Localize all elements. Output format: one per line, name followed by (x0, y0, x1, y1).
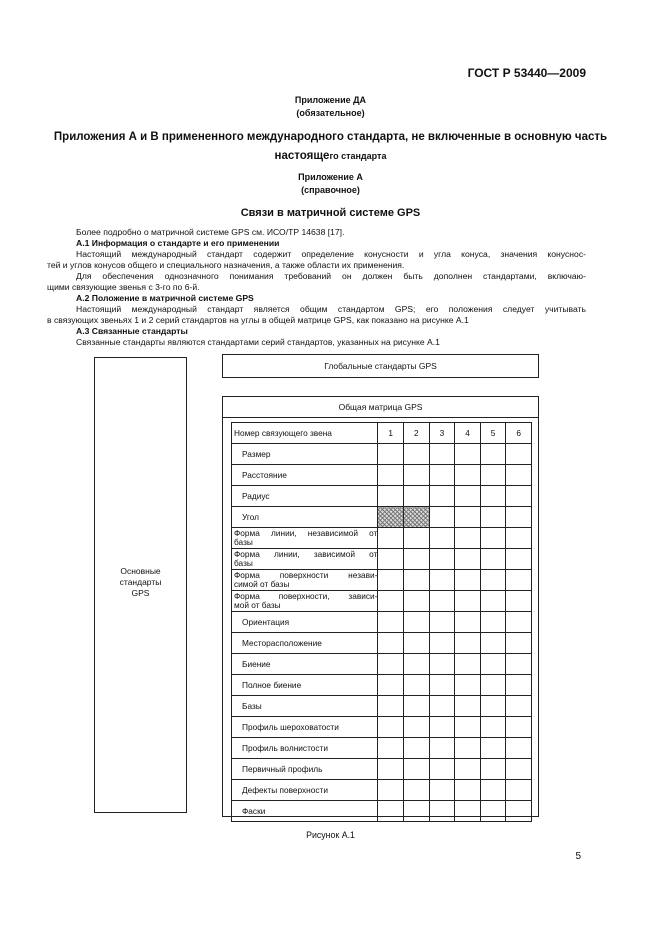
matrix-cell (378, 549, 404, 570)
matrix-cell (378, 738, 404, 759)
matrix-row (232, 444, 532, 465)
matrix-cell (480, 696, 506, 717)
matrix-cell (455, 465, 481, 486)
a1-paragraph1-line1: Настоящий международный стандарт содержит определение конусности и угла конуса, значения конуснос- (76, 249, 586, 259)
matrix-row (232, 465, 532, 486)
a1-heading: А.1 Информация о стандарте и его применении (76, 238, 280, 248)
matrix-cell (455, 528, 481, 549)
matrix-row (232, 612, 532, 633)
matrix-cell (378, 612, 404, 633)
matrix-cell (455, 675, 481, 696)
matrix-cell (378, 444, 404, 465)
matrix-cell (455, 801, 481, 822)
matrix-cell (404, 675, 430, 696)
intro-paragraph: Более подробно о матричной системе GPS см. ИСО/ТР 14638 [17]. (76, 227, 345, 237)
header-row-label: Номер связующего звена (232, 423, 378, 444)
matrix-cell (480, 717, 506, 738)
matrix-row-label (232, 675, 378, 696)
matrix-cell (506, 696, 532, 717)
general-matrix-title-text: Общая матрица GPS (338, 402, 423, 412)
matrix-cell (378, 654, 404, 675)
matrix-cell (455, 507, 481, 528)
general-matrix-title (223, 397, 538, 418)
matrix-cell (506, 675, 532, 696)
matrix-row-label-line1: Дефекты поверхности (242, 785, 328, 795)
matrix-cell (378, 675, 404, 696)
matrix-row-label (232, 507, 378, 528)
matrix-cell (455, 780, 481, 801)
matrix-row-label-line1: Форма поверхности, зависи- (234, 591, 378, 601)
matrix-cell (480, 801, 506, 822)
matrix-row (232, 759, 532, 780)
matrix-cell (455, 738, 481, 759)
general-matrix-body (223, 418, 538, 816)
matrix-cell (455, 444, 481, 465)
main-heading-line1: Приложения А и В примененного международного стандарта, не включенные в основную часть (53, 131, 608, 143)
matrix-row-label (232, 528, 378, 549)
appendix-a-title: Приложение А (298, 172, 363, 182)
matrix-row-label-line1: Радиус (242, 491, 270, 501)
matrix-cell (506, 612, 532, 633)
matrix-cell (378, 801, 404, 822)
matrix-cell (455, 696, 481, 717)
main-heading-line2-main: настояще (274, 150, 330, 162)
column-header-6: 6 (506, 423, 532, 444)
matrix-cell (480, 507, 506, 528)
matrix-cell (404, 591, 430, 612)
matrix-cell (429, 549, 455, 570)
matrix-row-label (232, 444, 378, 465)
matrix-row-label (232, 549, 378, 570)
matrix-row (232, 549, 532, 570)
a3-paragraph1: Связанные стандарты являются стандартами серий стандартов, указанных на рисунке А.1 (76, 337, 440, 347)
matrix-cell (404, 759, 430, 780)
matrix-cell (480, 465, 506, 486)
matrix-cell (378, 570, 404, 591)
matrix-cell (506, 444, 532, 465)
matrix-row (232, 675, 532, 696)
matrix-row (232, 654, 532, 675)
matrix-row-label (232, 654, 378, 675)
matrix-row (232, 696, 532, 717)
matrix-cell (429, 675, 455, 696)
document-id: ГОСТ Р 53440—2009 (467, 66, 586, 80)
matrix-row-label-line1: Форма поверхности незави- (234, 570, 378, 580)
matrix-cell (480, 591, 506, 612)
matrix-cell (378, 759, 404, 780)
main-heading-line2 (0, 146, 661, 164)
matrix-cell (378, 528, 404, 549)
matrix-row-label-line1: Месторасположение (242, 638, 322, 648)
matrix-cell (378, 633, 404, 654)
matrix-row-label (232, 801, 378, 822)
a1-paragraph2-line2: щими связующие звенья с 3-го по 6-й. (47, 282, 200, 292)
matrix-cell (480, 633, 506, 654)
matrix-row-label-line1: Форма линии, зависимой от (234, 549, 378, 559)
matrix-row-label (232, 738, 378, 759)
matrix-cell (404, 444, 430, 465)
matrix-row-label (232, 759, 378, 780)
matrix-cell (506, 759, 532, 780)
matrix-cell (429, 633, 455, 654)
matrix-cell-hatched (378, 507, 404, 528)
column-header-5: 5 (480, 423, 506, 444)
matrix-cell (404, 738, 430, 759)
matrix-cell (506, 738, 532, 759)
matrix-cell (480, 570, 506, 591)
matrix-cell (429, 591, 455, 612)
matrix-cell (506, 486, 532, 507)
matrix-cell (429, 717, 455, 738)
matrix-cell (480, 486, 506, 507)
matrix-cell (506, 780, 532, 801)
a2-paragraph1-line1: Настоящий международный стандарт является общим стандартом GPS; его положения следует учитывать (76, 304, 586, 314)
basic-standards-line3: GPS (131, 588, 150, 598)
page-number: 5 (575, 851, 581, 862)
matrix-cell (480, 759, 506, 780)
matrix-row-label (232, 633, 378, 654)
matrix-cell (429, 570, 455, 591)
column-header-4: 4 (455, 423, 481, 444)
appendix-da-status: (обязательное) (296, 108, 365, 118)
basic-standards-line2: стандарты (119, 577, 162, 587)
matrix-row-label-line1: Фаски (242, 806, 266, 816)
matrix-cell (429, 759, 455, 780)
a2-heading: А.2 Положение в матричной системе GPS (76, 293, 254, 303)
matrix-cell (404, 486, 430, 507)
matrix-row-label-line1: Базы (242, 701, 262, 711)
matrix-cell (404, 633, 430, 654)
matrix-row-label-line1: Биение (242, 659, 271, 669)
matrix-cell (455, 549, 481, 570)
global-standards-label: Глобальные стандарты GPS (324, 361, 437, 371)
matrix-cell (404, 696, 430, 717)
figure-caption: Рисунок А.1 (306, 830, 355, 840)
matrix-row-label (232, 591, 378, 612)
matrix-cell (378, 696, 404, 717)
matrix-cell (480, 780, 506, 801)
matrix-row-label (232, 465, 378, 486)
matrix-row (232, 507, 532, 528)
matrix-cell (404, 717, 430, 738)
matrix-cell (480, 675, 506, 696)
matrix-cell (480, 612, 506, 633)
matrix-cell (506, 633, 532, 654)
matrix-row-label-line1: Расстояние (242, 470, 287, 480)
matrix-cell (480, 528, 506, 549)
matrix-cell (506, 465, 532, 486)
matrix-row-label (232, 570, 378, 591)
a1-paragraph2-line1: Для обеспечения однозначного понимания требований он должен быть дополнен стандартами, включаю- (76, 271, 586, 281)
matrix-cell (480, 654, 506, 675)
matrix-row-label (232, 780, 378, 801)
matrix-row (232, 591, 532, 612)
matrix-cell (429, 738, 455, 759)
matrix-cell (455, 633, 481, 654)
matrix-cell (378, 465, 404, 486)
matrix-cell (429, 507, 455, 528)
matrix-row (232, 486, 532, 507)
matrix-cell (429, 444, 455, 465)
column-header-3: 3 (429, 423, 455, 444)
matrix-cell (455, 654, 481, 675)
matrix-cell (404, 612, 430, 633)
matrix-cell (506, 591, 532, 612)
matrix-cell (429, 486, 455, 507)
appendix-da-title: Приложение ДА (294, 95, 367, 105)
a2-paragraph1-line2: в связующих звеньях 1 и 2 серий стандартов на углы в общей матрице GPS, как показано на рисунке А.1 (47, 315, 469, 325)
matrix-cell (455, 612, 481, 633)
matrix-row (232, 633, 532, 654)
section-title: Связи в матричной системе GPS (240, 207, 421, 219)
matrix-row-label-line2: базы (234, 537, 253, 547)
matrix-cell (378, 486, 404, 507)
matrix-row (232, 717, 532, 738)
column-header-1: 1 (378, 423, 404, 444)
matrix-row-label-line2: симой от базы (234, 579, 290, 589)
matrix-cell (378, 717, 404, 738)
matrix-row-label-line2: базы (234, 558, 253, 568)
matrix-row-label-line2: мой от базы (234, 600, 281, 610)
appendix-a-status: (справочное) (301, 185, 360, 195)
matrix-cell (404, 549, 430, 570)
a1-paragraph1-line2: тей и углов конусов общего и специального назначения, а также области их применения. (47, 260, 405, 270)
main-heading-line2-small: го стандарта (329, 151, 387, 161)
matrix-cell (455, 570, 481, 591)
matrix-row-label-line1: Ориентация (242, 617, 290, 627)
matrix-cell (404, 528, 430, 549)
general-matrix (222, 396, 539, 817)
matrix-row-label-line1: Форма линии, независимой от (234, 528, 378, 538)
matrix-cell (429, 780, 455, 801)
matrix-row (232, 738, 532, 759)
matrix-row-label-line1: Профиль шероховатости (242, 722, 339, 732)
matrix-cell (455, 486, 481, 507)
basic-standards-label (94, 566, 187, 599)
matrix-row (232, 801, 532, 822)
matrix-cell (378, 780, 404, 801)
matrix-row (232, 528, 532, 549)
basic-standards-line1: Основные (120, 566, 161, 576)
matrix-cell (429, 696, 455, 717)
matrix-cell-hatched (404, 507, 430, 528)
matrix-cell (455, 591, 481, 612)
a3-heading: А.3 Связанные стандарты (76, 326, 188, 336)
matrix-cell (455, 717, 481, 738)
matrix-row-label-line1: Угол (242, 512, 260, 522)
matrix-row-label-line1: Первичный профиль (242, 764, 323, 774)
matrix-cell (429, 528, 455, 549)
matrix-cell (506, 549, 532, 570)
matrix-cell (480, 444, 506, 465)
matrix-cell (404, 570, 430, 591)
matrix-cell (429, 801, 455, 822)
matrix-row-label (232, 696, 378, 717)
matrix-cell (455, 759, 481, 780)
matrix-cell (429, 465, 455, 486)
matrix-row-label (232, 717, 378, 738)
matrix-cell (404, 465, 430, 486)
body-text (47, 227, 586, 348)
column-header-2: 2 (404, 423, 430, 444)
matrix-row (232, 570, 532, 591)
matrix-cell (506, 528, 532, 549)
matrix-cell (506, 507, 532, 528)
matrix-table-body (232, 423, 532, 822)
matrix-cell (404, 654, 430, 675)
matrix-cell (378, 591, 404, 612)
matrix-cell (480, 738, 506, 759)
matrix-row-label (232, 486, 378, 507)
matrix-cell (429, 612, 455, 633)
matrix-cell (506, 717, 532, 738)
matrix-cell (404, 780, 430, 801)
global-standards-box (222, 354, 539, 378)
matrix-row-label-line1: Размер (242, 449, 271, 459)
matrix-header-row (232, 423, 532, 444)
matrix-cell (506, 654, 532, 675)
matrix-cell (404, 801, 430, 822)
matrix-table (231, 422, 532, 822)
matrix-cell (480, 549, 506, 570)
matrix-row (232, 780, 532, 801)
matrix-cell (506, 801, 532, 822)
matrix-row-label (232, 612, 378, 633)
matrix-row-label-line1: Полное биение (242, 680, 302, 690)
matrix-row-label-line1: Профиль волнистости (242, 743, 328, 753)
matrix-cell (429, 654, 455, 675)
matrix-cell (506, 570, 532, 591)
